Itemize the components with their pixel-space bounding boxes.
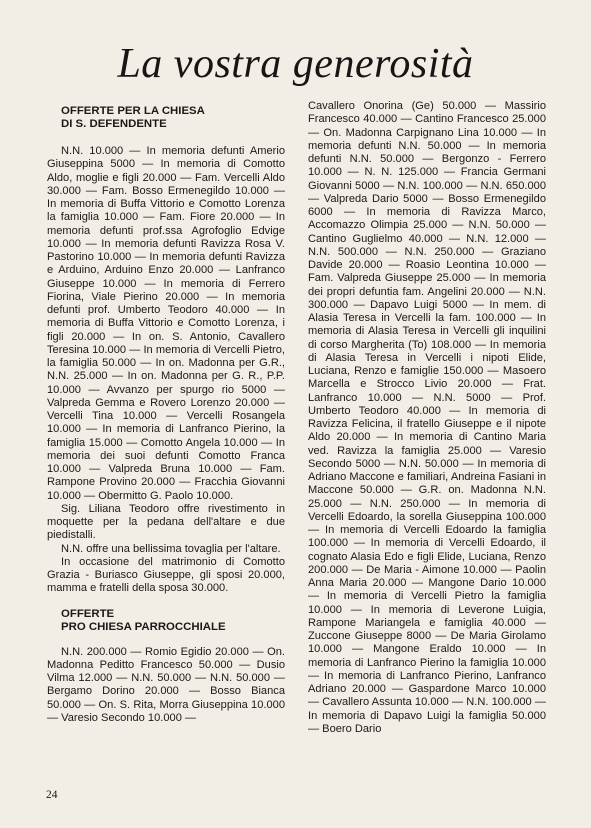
donation-note: In occasione del matrimonio di Comotto Grazia - Buriasco Giuseppe, gli sposi 20.000, mamma e fratelli della sposa 30.000.	[47, 555, 285, 595]
section-heading-parrocchiale	[47, 608, 285, 634]
right-column	[308, 100, 546, 736]
section-heading-san-defendente	[47, 105, 285, 131]
donations-paragraph: N.N. 200.000 — Romio Egidio 20.000 — On. Madonna Peditto Francesco 50.000 — Dusio Vilma 12.000 — N.N. 50.000 — N.N. 50.000 — Bergamo Dorino 20.000 — Bosso Bianca 50.000 — On. S. Rita, Morra Giuseppina 10.000 — Varesio Secondo 10.000 —	[47, 645, 285, 724]
heading-line: PRO CHIESA PARROCCHIALE	[61, 620, 226, 633]
donations-paragraph: N.N. 10.000 — In memoria defunti Amerio Giuseppina 5000 — In memoria di Comotto Aldo, moglie e figli 20.000 — Fam. Vercelli Aldo 30.000 — Fam. Bosso Ermenegildo 10.000 — In memoria di Buffa Vittorio e Comotto Lorenza la famiglia 10.000 — Fam. Fiore 20.000 — In memoria defunti prof.ssa Agrofoglio Edvige 10.000 — In memoria defunti Ravizza Rosa V. Pastorino 10.000 — In memoria defunti Ravizza e Arduino, Arduino Enzo 20.000 — Lanfranco Giuseppe 10.000 — In memoria di Ferrero Fiorina, Viale Pierino 20.000 — In memoria defunti prof. Umberto Teodoro 40.000 — In memoria di Buffa Vittorio e Comotto Lorenza, i figli 20.000 — In on. S. Antonio, Cavallero Teresina 10.000 — In memoria di Vercelli Pietro, la famiglia 50.000 — In on. Madonna per G.R., N.N. 25.000 — In on. Madonna per G. R., P.P. 10.000 — Avvanzo per spurgo rio 5000 — Valpreda Gemma e Rovero Lorenzo 20.000 — Vercelli Tina 10.000 — Vercelli Rosangela 10.000 — In memoria di Lanfranco Pierino, la famiglia 15.000 — Comotto Angela 10.000 — In memoria dei suoi defunti Comotto Franca 10.000 — Valpreda Bruna 10.000 — Fam. Rampone Provino 20.000 — Fracchia Giovanni 10.000 — Obermitto G. Paolo 10.000.	[47, 145, 285, 502]
heading-line: OFFERTE	[61, 607, 115, 620]
donation-note: N.N. offre una bellissima tovaglia per l'altare.	[61, 542, 281, 555]
page-title: La vostra generosità	[117, 41, 474, 87]
donation-note: Sig. Liliana Teodoro offre rivestimento in moquette per la pedana dell'altare e due piedistalli.	[47, 502, 285, 542]
donations-paragraph: Cavallero Onorina (Ge) 50.000 — Massirio Francesco 40.000 — Cantino Francesco 25.000 — On. Madonna Carpignano Lina 10.000 — In memoria defunti N.N. 50.000 — In memoria defunti N.N. 50.000 — Bergonzo - Ferrero 10.000 — N. N. 125.000 — Francia Germani Giovanni 5000 — N.N. 100.000 — N.N. 650.000 — Valpreda Dario 5000 — Bosso Ermenegildo 6000 — In memoria di Ravizza Marco, Accomazzo Olimpia 25.000 — N.N. 50.000 — Cantino Guglielmo 40.000 — N.N. 12.000 — N.N. 500.000 — N.N. 250.000 — Graziano Davide 20.000 — Roasio Leontina 10.000 — Fam. Valpreda Giuseppe 25.000 — In memoria dei propri defuntia fam. Angelini 20.000 — N.N. 300.000 — Dapavo Luigi 5000 — In mem. di Alasia Teresa in Vercelli la fam. 100.000 — In memoria di Alasia Teresa in Vercelli gli inquilini di corso Margherita (To) 108.000 — In memoria di Alasia Teresa in Vercelli i nipoti Elide, Luciana, Renzo e famiglie 150.000 — Masoero Marcella e Strocco Livio 20.000 — Frat. Lanfranco 10.000 — N.N. 5000 — Prof. Umberto Teodoro 40.000 — In memoria di Ravizza Felicina, il fratello Giuseppe e il nipote Aldo 20.000 — In memoria di Cantino Maria ved. Ravizza la famiglia 25.000 — Varesio Secondo 5000 — N.N. 50.000 — In memoria di Adriano Maccone e familiari, Andreina Fasiani in Maccone 50.000 — G.R. on. Madonna N.N. 25.000 — N.N. 250.000 — In memoria di Vercelli Edoardo, la sorella Giuseppina 100.000 — In memoria di Vercelli Edoardo la famiglia 100.000 — In memoria di Vercelli Edoardo, il cognato Alasia Edo e figli Elide, Luciana, Renzo 200.000 — De Maria - Aimone 10.000 — Paolin Anna Maria 20.000 — Mangone Dario 10.000 — In memoria di Vercelli Pietro la famiglia 10.000 — In memoria di Leverone Luigia, Rampone Mariangela e famiglia 40.000 — Zuccone Giuseppe 8000 — De Maria Girolamo 10.000 — Mangone Eraldo 10.000 — In memoria di Lanfranco Pierino la famiglia 10.000 — In memoria di Lanfranco Pierino, Lanfranco Adriano 20.000 — Gaspardone Marco 10.000 — Cavallero Assunta 10.000 — N.N. 100.000 — In memoria di Dapavo Luigi la famiglia 50.000 — Boero Dario	[308, 100, 546, 735]
left-column	[47, 105, 285, 725]
heading-line: OFFERTE PER LA CHIESA	[61, 105, 205, 117]
heading-line: DI S. DEFENDENTE	[61, 118, 167, 130]
page-number: 24	[46, 789, 58, 801]
